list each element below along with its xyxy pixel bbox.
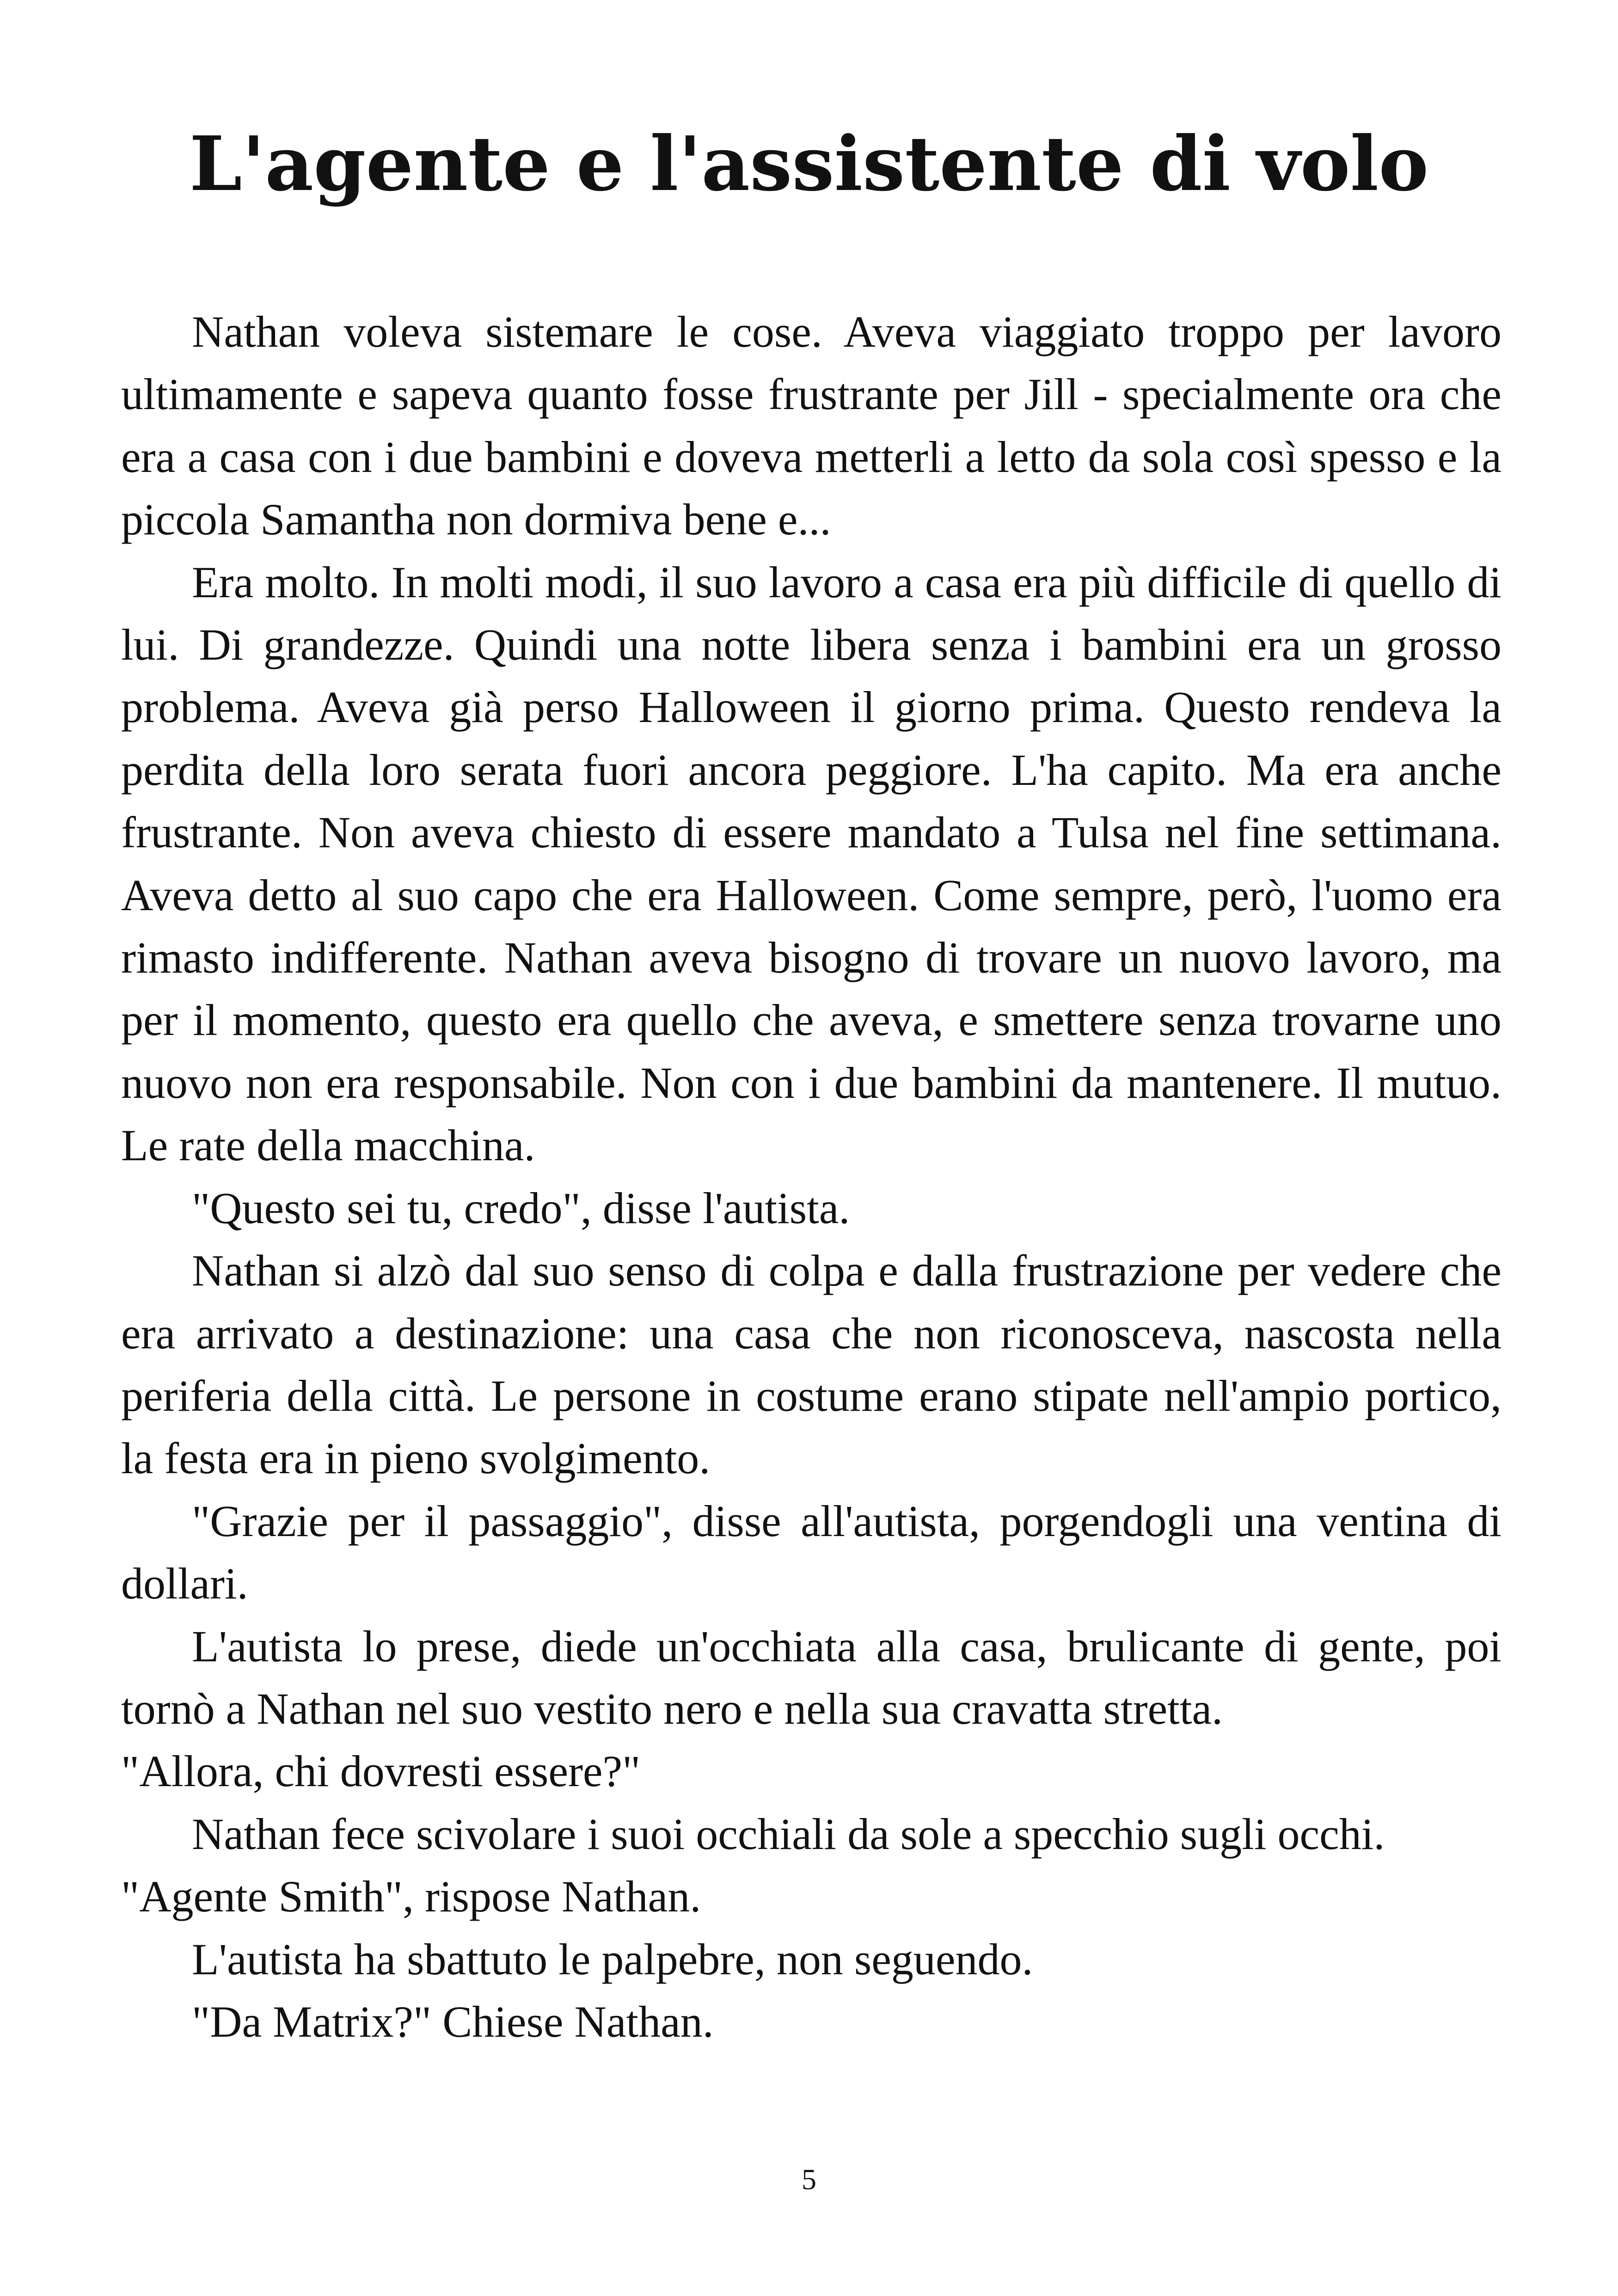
paragraph-text: Nathan voleva sistemare le cose. Aveva viaggiato troppo per lavoro ultimamente e sapeva quanto fosse frustrante per Jill - specialmente ora che era a casa con i due bambini e doveva metterli a letto da sola così spesso e la piccola Samantha non dormiva bene e... <box>121 307 1502 545</box>
paragraph-continuation: "Agente Smith", rispose Nathan. <box>121 1872 701 1922</box>
paragraph <box>121 300 1502 551</box>
paragraph <box>121 1239 1502 1490</box>
paragraph-text: Era molto. In molti modi, il suo lavoro a casa era più difficile di quello di lui. Di grandezze. Quindi una notte libera senza i bambini era un grosso problema. Aveva già perso Halloween il giorno prima. Questo rendeva la perdita della loro serata fuori ancora peggiore. L'ha capito. Ma era anche frustrante. Non aveva chiesto di essere mandato a Tulsa nel fine settimana. Aveva detto al suo capo che era Halloween. Come sempre, però, l'uomo era rimasto indifferente. Nathan aveva bisogno di trovare un nuovo lavoro, ma per il momento, questo era quello che aveva, e smettere senza trovarne uno nuovo non era responsabile. Non con i due bambini da mantenere. Il mutuo. Le rate della macchina. <box>121 557 1502 1170</box>
paragraph <box>121 1803 1502 1928</box>
page-number: 5 <box>802 2163 816 2196</box>
paragraph-text: "Questo sei tu, credo", disse l'autista. <box>192 1183 850 1233</box>
chapter-body <box>121 300 1502 2053</box>
paragraph <box>121 1615 1502 1803</box>
paragraph <box>121 551 1502 1177</box>
paragraph <box>121 1490 1502 1615</box>
paragraph <box>121 1177 1502 1239</box>
paragraph-text: L'autista lo prese, diede un'occhiata alla casa, brulicante di gente, poi tornò a Nathan nel suo vestito nero e nella sua cravatta stretta. <box>121 1621 1502 1733</box>
paragraph-text: "Grazie per il passaggio", disse all'autista, porgendogli una ventina di dollari. <box>121 1496 1502 1609</box>
paragraph <box>121 1990 1502 2053</box>
paragraph-text: "Da Matrix?" Chiese Nathan. <box>192 1996 714 2046</box>
paragraph <box>121 1928 1502 1990</box>
paragraph-text: L'autista ha sbattuto le palpebre, non seguendo. <box>192 1934 1033 1984</box>
paragraph-continuation: "Allora, chi dovresti essere?" <box>121 1746 641 1796</box>
paragraph-text: Nathan fece scivolare i suoi occhiali da sole a specchio sugli occhi. <box>192 1809 1385 1859</box>
chapter-title: L'agente e l'assistente di volo <box>189 120 1429 208</box>
paragraph-text: Nathan si alzò dal suo senso di colpa e dalla frustrazione per vedere che era arrivato a destinazione: una casa che non riconosceva, nascosta nella periferia della città. Le persone in costume erano stipate nell'ampio portico, la festa era in pieno svolgimento. <box>121 1246 1502 1483</box>
